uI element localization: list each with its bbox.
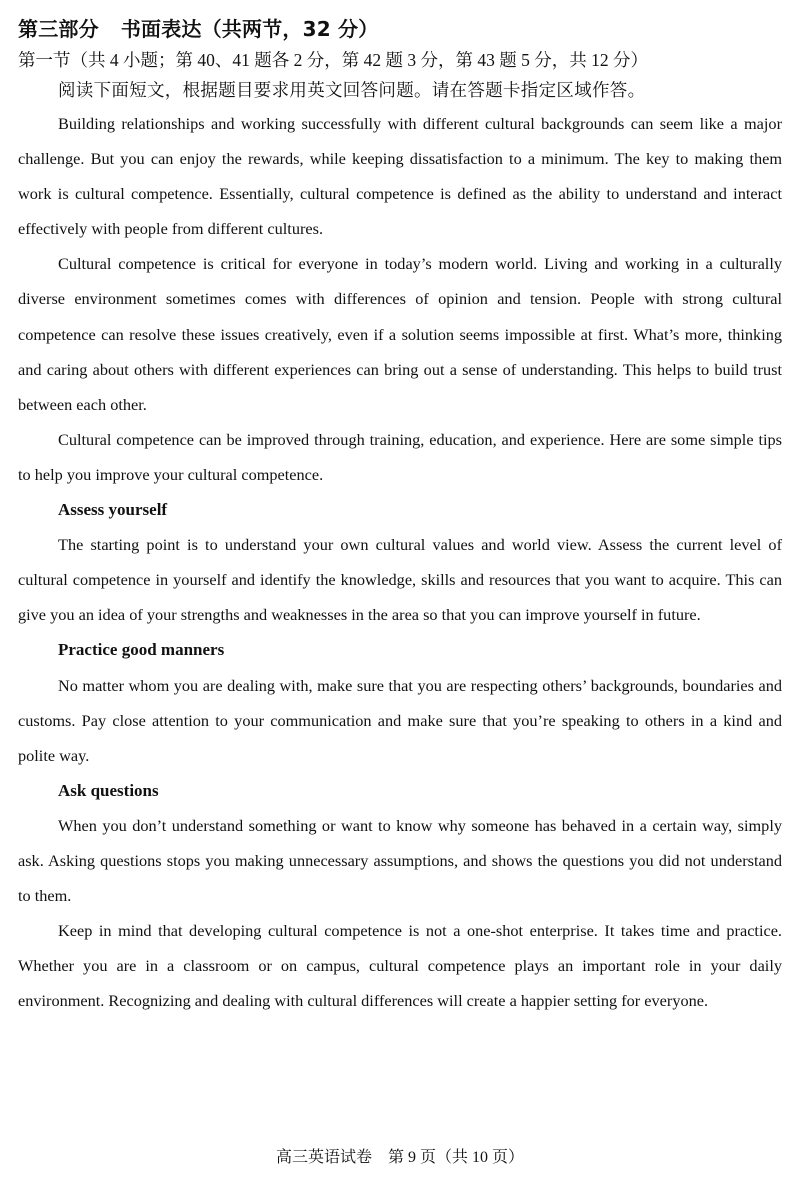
tip-heading: Assess yourself xyxy=(58,500,168,520)
tip-heading: Practice good manners xyxy=(58,640,225,660)
passage-paragraph: Building relationships and working successfully with different cultural backgrounds can seem like a major challenge. But you can enjoy the rewards, while keeping dissatisfaction to a minimum. The key to making them work is cultural competence. Essentially, cultural competence is defined as the ability to understand and interact effectively with people from different cultures. xyxy=(18,114,782,239)
closing-paragraph: Keep in mind that developing cultural competence is not a one-shot enterprise. It takes time and practice. Whether you are in a classroom or on campus, cultural competence plays an important role in your daily environment. Recognizing and dealing with cultural differences will create a happier setting for everyone. xyxy=(18,921,782,1011)
tip-heading: Ask questions xyxy=(58,780,159,800)
part-title: 第三部分 xyxy=(18,17,99,41)
page-footer: 高三英语试卷 第 9 页（共 10 页） xyxy=(275,1149,524,1166)
instruction-text: 阅读下面短文，根据题目要求用英文回答问题。请在答题卡指定区域作答。 xyxy=(58,80,646,100)
section-heading: 第一节（共 4 小题；第 40、41 题各 2 分，第 42 题 3 分，第 43 题 5 分，共 12 分） xyxy=(18,50,648,70)
tip-paragraph: No matter whom you are dealing with, make sure that you are respecting others’ backgrounds, boundaries and customs. Pay close attention to your communication and make sure that you’re speaking to others in a kind and polite way. xyxy=(18,675,782,765)
tip-paragraph: The starting point is to understand your own cultural values and world view. Assess the current level of cultural competence in yourself and identify the knowledge, skills and resources that you want to acquire. This can give you an idea of your strengths and weaknesses in the area so that you can improve yourself in future. xyxy=(18,535,782,625)
passage-paragraph: Cultural competence can be improved through training, education, and experience. Here are some simple tips to help you improve your cultural competence. xyxy=(18,429,782,484)
part-subtitle: 书面表达（共两节，32 分） xyxy=(120,17,379,41)
reading-passage xyxy=(18,106,782,1018)
part-heading xyxy=(18,14,782,44)
tip-paragraph: When you don’t understand something or want to know why someone has behaved in a certain way, simply ask. Asking questions stops you making unnecessary assumptions, and shows the questions you did not understand to them. xyxy=(18,815,782,906)
passage-paragraph: Cultural competence is critical for everyone in today’s modern world. Living and working in a culturally diverse environment sometimes comes with differences of opinion and tension. People with strong cultural competence can resolve these issues creatively, even if a solution seems impossible at first. What’s more, thinking and caring about others with different experiences can bring out a sense of understanding. This helps to build trust between each other. xyxy=(18,254,782,414)
